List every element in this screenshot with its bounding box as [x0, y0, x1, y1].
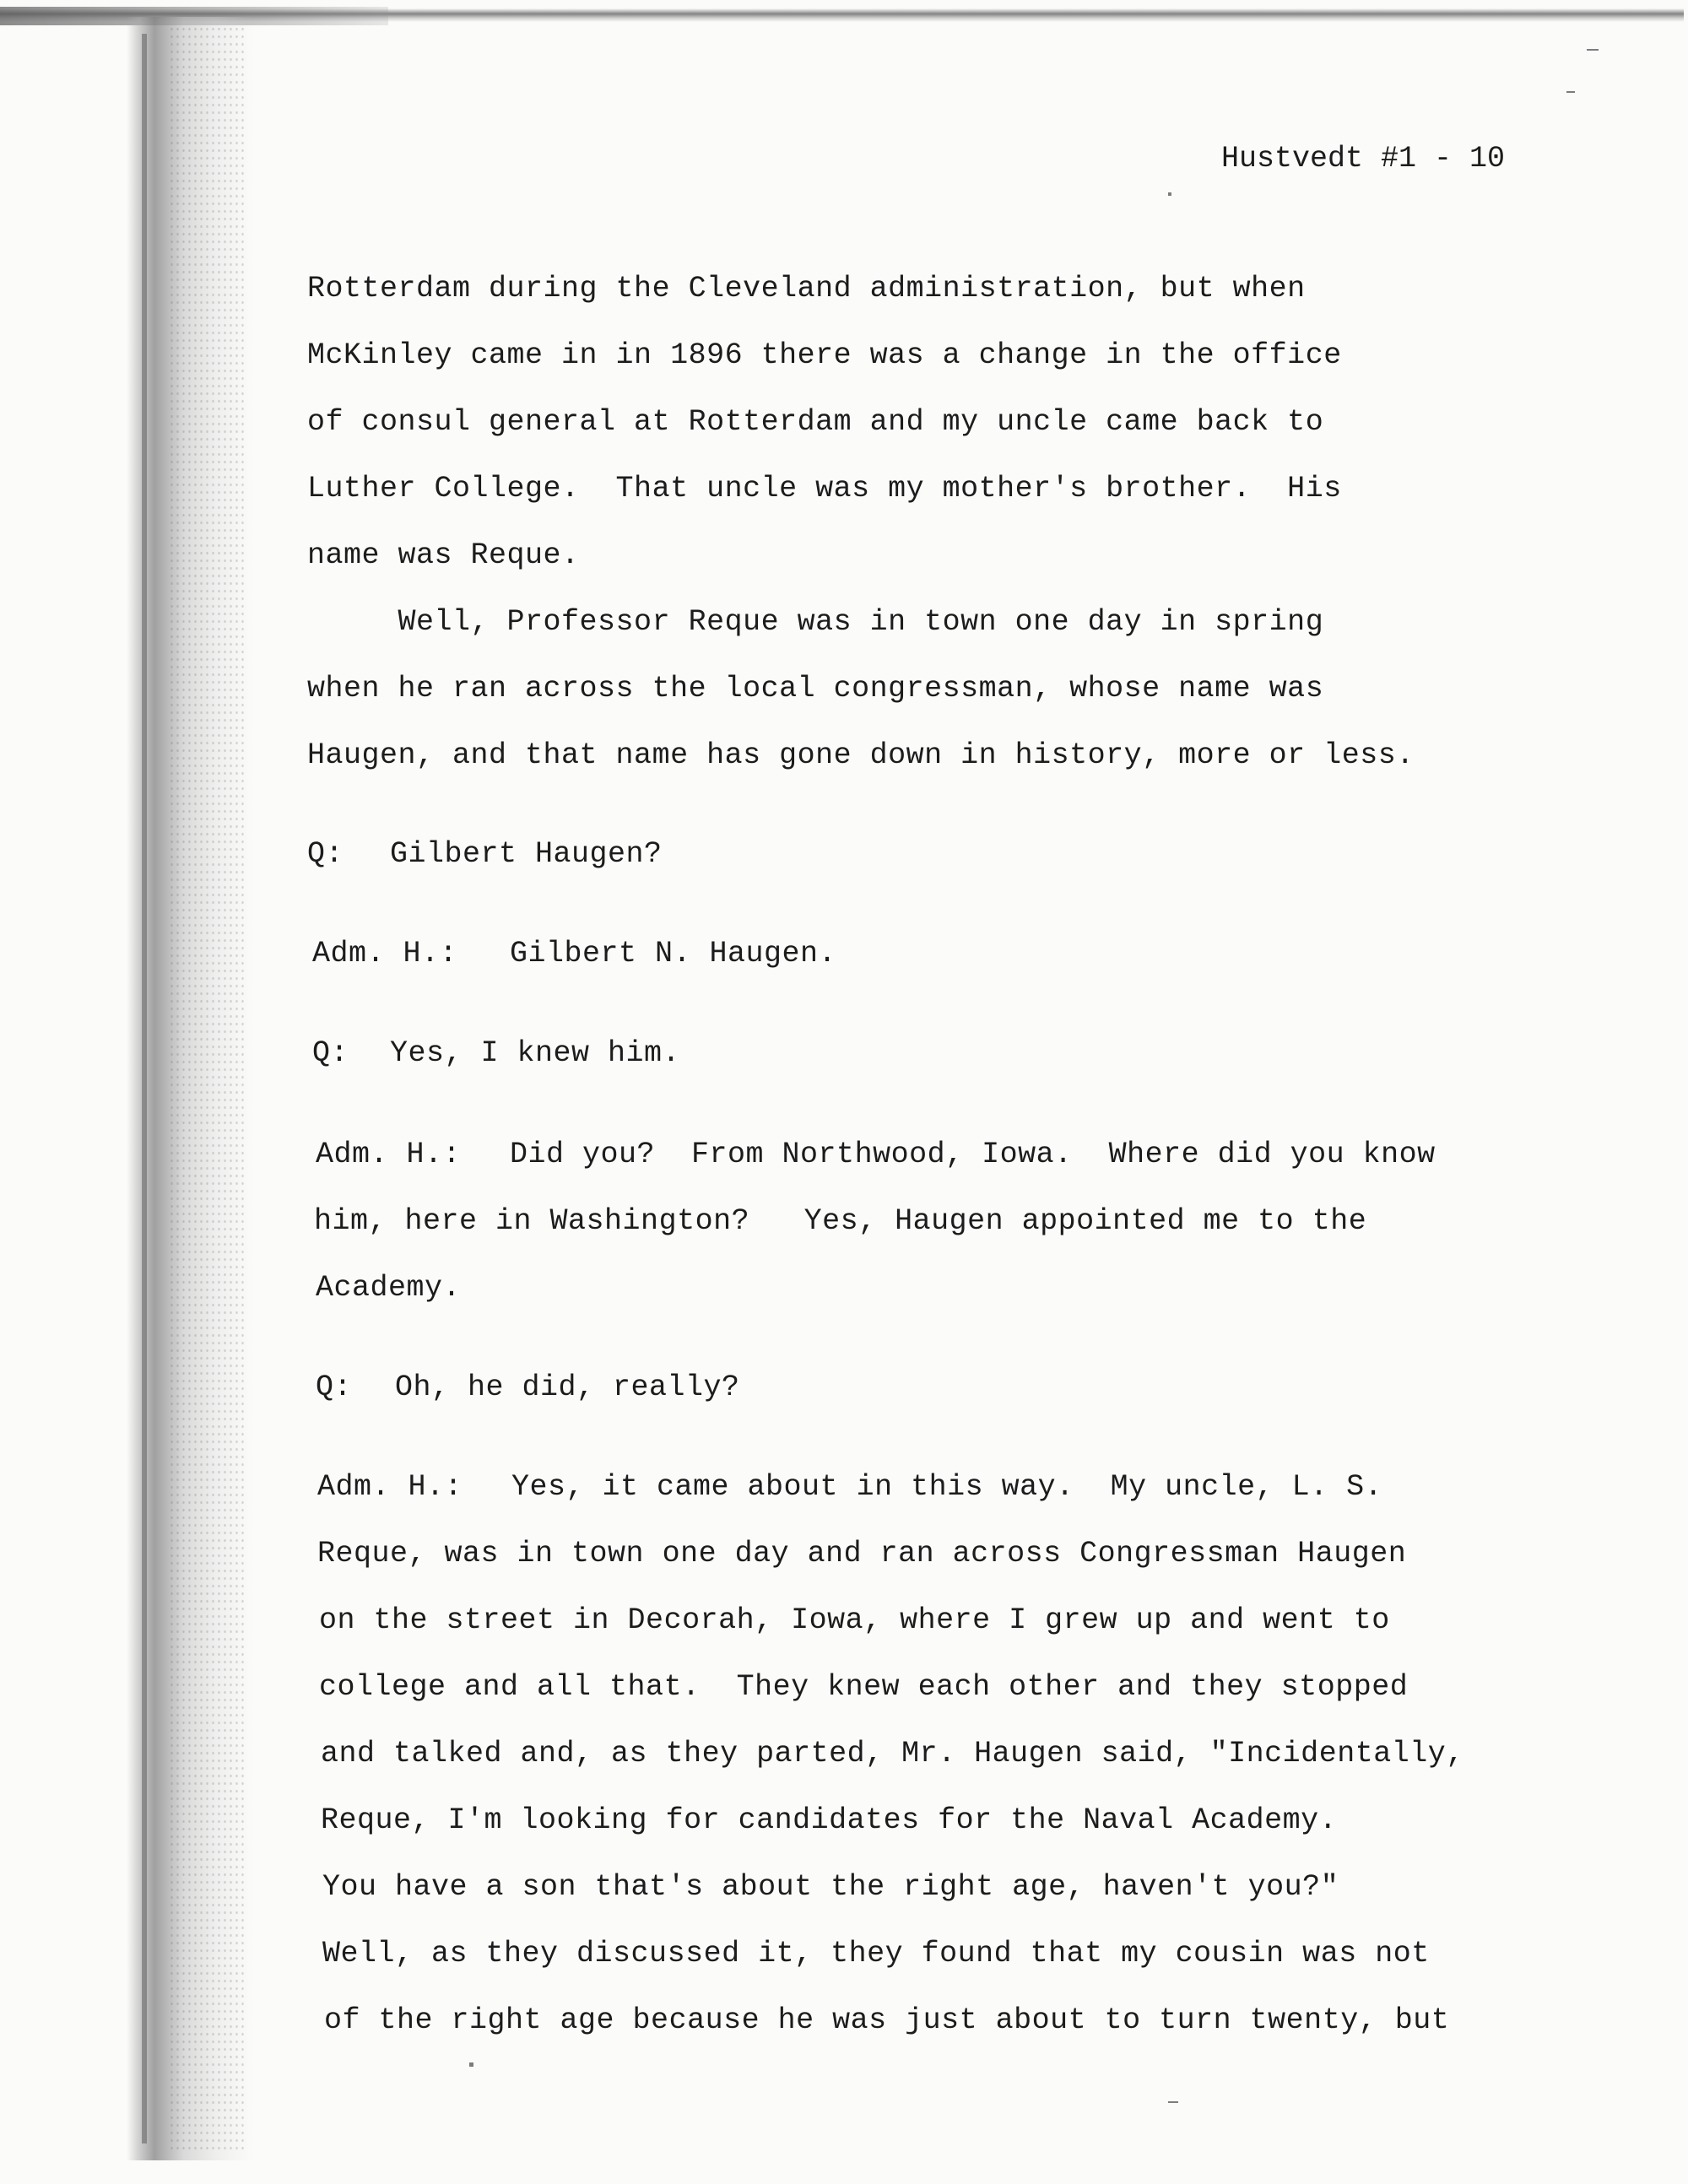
text-line: when he ran across the local congressman, whose name was	[307, 672, 1324, 705]
text-line: Well, Professor Reque was in town one day in spring	[307, 605, 1324, 639]
text-line: Luther College. That uncle was my mother's brother. His	[307, 472, 1342, 505]
dialogue-line: Gilbert Haugen?	[390, 837, 663, 871]
dialogue-line: college and all that. They knew each other and they stopped	[319, 1670, 1409, 1704]
text-line: Rotterdam during the Cleveland administration, but when	[307, 272, 1306, 305]
dialogue-line: Reque, I'm looking for candidates for the Naval Academy.	[321, 1803, 1338, 1837]
dialogue-line: You have a son that's about the right age, haven't you?"	[322, 1870, 1339, 1904]
scan-binding-line	[142, 34, 147, 2143]
speaker-label: Adm. H.:	[316, 1138, 462, 1171]
text-line: Haugen, and that name has gone down in history, more or less.	[307, 738, 1415, 772]
dialogue-line: Well, as they discussed it, they found that my cousin was not	[322, 1937, 1430, 1970]
stray-mark	[1168, 192, 1171, 196]
dialogue-line: Reque, was in town one day and ran across Congressman Haugen	[317, 1537, 1407, 1570]
speaker-label: Adm. H.:	[317, 1470, 463, 1504]
text-line: name was Reque.	[307, 538, 580, 572]
text-line: of consul general at Rotterdam and my uncle came back to	[307, 405, 1324, 439]
dialogue-line: Academy.	[316, 1271, 462, 1305]
dialogue-line: Did you? From Northwood, Iowa. Where did you know	[510, 1138, 1436, 1171]
dialogue-line: him, here in Washington? Yes, Haugen appointed me to the	[314, 1204, 1367, 1238]
dialogue-line: of the right age because he was just about to turn twenty, but	[324, 2003, 1450, 2037]
scan-binding-speckle	[169, 25, 245, 2152]
stray-mark	[1566, 91, 1575, 93]
stray-mark	[1587, 49, 1599, 51]
speaker-label: Adm. H.:	[312, 937, 458, 970]
dialogue-line: Gilbert N. Haugen.	[510, 937, 837, 970]
speaker-label: Q:	[307, 837, 344, 871]
text-line: McKinley came in in 1896 there was a change in the office	[307, 338, 1342, 372]
speaker-label: Q:	[316, 1370, 353, 1404]
dialogue-line: Oh, he did, really?	[395, 1370, 740, 1404]
speaker-label: Q:	[312, 1036, 349, 1070]
stray-mark	[1168, 2101, 1178, 2103]
dialogue-line: on the street in Decorah, Iowa, where I grew up and went to	[319, 1603, 1390, 1637]
dialogue-line: Yes, it came about in this way. My uncle, L. S.	[511, 1470, 1383, 1504]
page-header: Hustvedt #1 - 10	[1221, 142, 1506, 176]
dialogue-line: Yes, I knew him.	[390, 1036, 681, 1070]
dialogue-line: and talked and, as they parted, Mr. Haugen said, "Incidentally,	[321, 1737, 1464, 1770]
stray-mark	[469, 2062, 473, 2067]
